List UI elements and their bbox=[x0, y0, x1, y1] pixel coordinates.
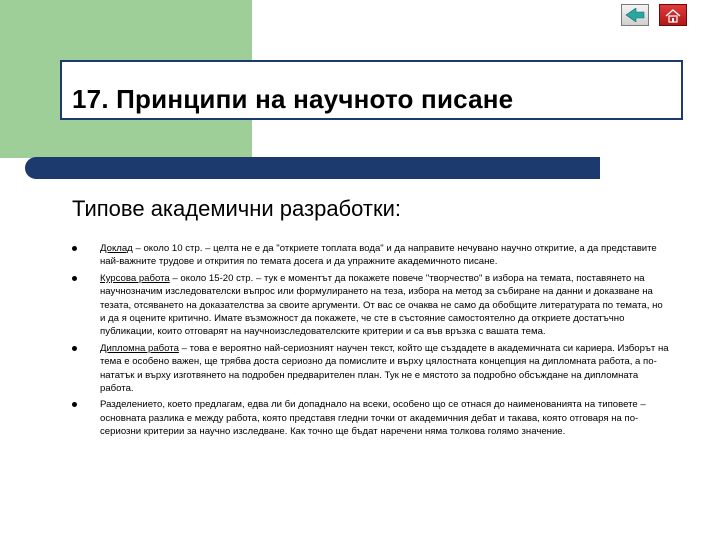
list-item bbox=[70, 398, 670, 438]
bullet-icon bbox=[72, 402, 77, 407]
title-box bbox=[60, 60, 683, 120]
home-icon bbox=[663, 8, 683, 24]
nav-buttons bbox=[621, 4, 715, 26]
item-text: – около 15-20 стр. – тук е моментът да покажете повече "творчество" в избора на темата, поставянето на научнозначим изследователски въпрос или формулирането на теза, избора на метод за събиране на данни и доказване на тезата, отсяването на доказателства за своите аргументи. От вас се очаква не само да обобщите литературата по темата, но и да я оцените критично. Имате възможност да покажете, че сте в състояние самостоятелно да откриете достатъчно публикации, които отговарят на научноизследователските критерии и са във връзка с вашата тема. bbox=[100, 272, 663, 338]
bullet-icon bbox=[72, 276, 77, 281]
back-button[interactable] bbox=[621, 4, 649, 26]
slide-title: 17. Принципи на научното писане bbox=[72, 84, 514, 114]
item-term: Курсова работа bbox=[100, 272, 170, 284]
list-item bbox=[70, 342, 670, 396]
back-arrow-icon bbox=[625, 8, 645, 22]
item-text: – това е вероятно най-сериозният научен текст, който ще създадете в академичната си кариера. Изборът на тема е особено важен, ще трябва доста сериозно да помислите и върху цялостната концепция на дипломната работа, а по-нататък и върху изготвянето на подробен предварителен план. Тук не е мястото за подробно обсъждане на дипломната работа. bbox=[100, 342, 669, 395]
bullet-icon bbox=[72, 346, 77, 351]
item-term: Дипломна работа bbox=[100, 342, 179, 354]
home-button[interactable] bbox=[659, 4, 687, 26]
item-term: Доклад bbox=[100, 243, 133, 254]
item-text: – около 10 стр. – целта не е да "откриете топлата вода" и да направите нечувано научно откритие, а да представите най-важните трудове и открития по темата досега и да упражните академичното писане. bbox=[100, 243, 657, 268]
bullet-list bbox=[70, 242, 670, 439]
list-item bbox=[70, 242, 670, 269]
slide-subtitle: Типове академични разработки: bbox=[72, 196, 402, 221]
bullet-icon bbox=[72, 246, 77, 251]
list-item bbox=[70, 272, 670, 339]
item-text: Разделението, което предлагам, едва ли би допаднало на всеки, особено що се отнася до наименованията на типовете – основната разлика е между работа, която представя гледни точки от академичния дебат и такава, която отговаря на по-сериозни критерии за научно изследване. Как точно ще бъдат наречени няма толкова голямо значение. bbox=[100, 399, 646, 438]
title-underline-bar bbox=[25, 157, 600, 179]
